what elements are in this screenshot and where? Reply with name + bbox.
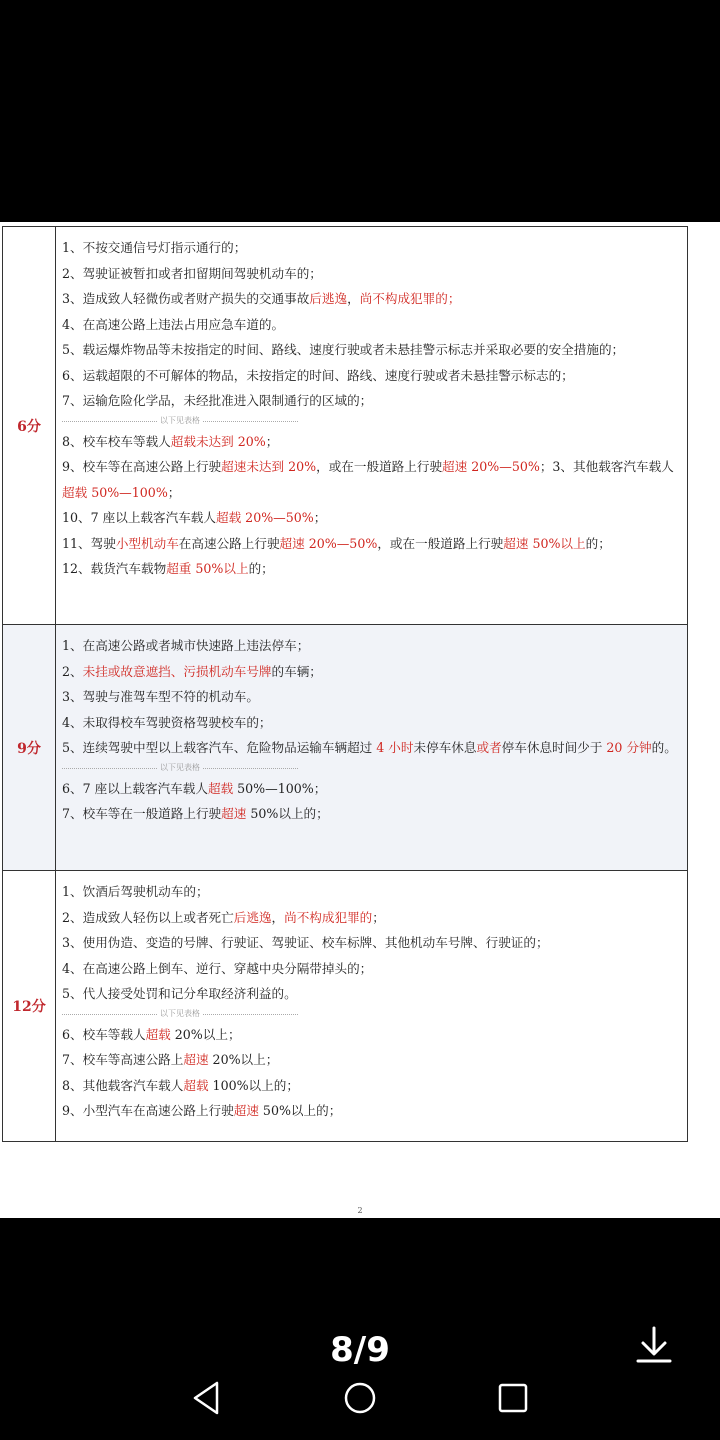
highlight-text: 小型机动车: [115, 535, 179, 551]
rule-text: 10、7 座以上载客汽车载人: [62, 510, 216, 525]
rules-cell: [56, 625, 687, 870]
document-page: [0, 222, 720, 1218]
rule-text: 1、饮酒后驾驶机动车的；: [62, 884, 209, 899]
rule-text: ，或在一般道路上行驶: [316, 459, 443, 474]
rule-text: 7、校车等在一般道路上行驶: [62, 806, 222, 821]
rule-text: 2、: [62, 663, 83, 679]
rule-text: 20%以上；: [170, 1026, 241, 1042]
highlight-text: 超速: [221, 806, 247, 821]
rule-text: 12、载货汽车载物: [62, 561, 167, 576]
rule-item: [62, 556, 683, 582]
table-separator: [62, 761, 683, 776]
rule-text: 11、驾驶: [62, 535, 116, 551]
rule-item: [62, 261, 683, 287]
rule-text: 50%以上的；: [246, 806, 329, 821]
table-separator: [62, 1007, 683, 1022]
rule-text: 4、未取得校车驾驶资格驾驶校车的；: [62, 714, 272, 730]
rule-text: ；: [313, 510, 327, 525]
rule-text: 的；: [585, 535, 611, 551]
rule-text: ；3、其他载客汽车载人: [539, 459, 674, 474]
rule-text: ；: [265, 433, 279, 449]
highlight-text: 超载: [183, 1077, 209, 1093]
highlight-text: 超速: [233, 1103, 259, 1118]
points-cell: 9分: [3, 625, 56, 870]
rule-item: [62, 505, 683, 531]
highlight-text: 或者: [476, 740, 502, 755]
highlight-text: 超载: [145, 1026, 171, 1042]
rule-item: [62, 286, 683, 312]
rule-text: 停车休息时间少于: [501, 740, 607, 755]
rules-cell: [56, 227, 687, 624]
rule-text: 3、驾驶与准驾车型不符的机动车。: [62, 689, 259, 704]
rule-text: 5、连续驾驶中型以上载客汽车、危险物品运输车辆超过: [62, 740, 377, 755]
rule-item: [62, 337, 683, 363]
rule-text: 7、运输危险化学品，未经批准进入限制通行的区域的；: [62, 393, 373, 408]
rule-text: 50%以上的；: [258, 1103, 342, 1118]
rule-text: ；: [167, 484, 181, 500]
rule-text: 7、校车等高速公路上: [62, 1052, 184, 1067]
rule-item: [62, 1047, 683, 1073]
rule-text: 8、校车校车等载人: [62, 433, 171, 449]
section-row-9: [3, 625, 687, 871]
rule-text: ，或在一般道路上行驶: [377, 535, 504, 551]
rule-item: [62, 388, 683, 414]
highlight-text: 超载 20%—50%: [215, 510, 314, 525]
penalty-table: [2, 226, 688, 1142]
rule-item: [62, 956, 683, 982]
rule-text: 6、校车等载人: [62, 1026, 146, 1042]
rule-item: [62, 429, 683, 455]
rule-text: 4、在高速公路上违法占用应急车道的。: [62, 316, 285, 332]
rule-text: 的；: [248, 561, 274, 576]
section-row-6: [3, 227, 687, 625]
rule-text: 未停车休息: [413, 740, 477, 755]
rule-item: [62, 684, 683, 710]
rule-text: 5、代人接受处罚和记分牟取经济利益的。: [62, 986, 297, 1001]
highlight-text: 超速 20%—50%: [279, 535, 378, 551]
highlight-text: 超速未达到 20%: [221, 459, 317, 474]
highlight-text: 超载未达到 20%: [170, 433, 266, 449]
rule-text: 2、驾驶证被暂扣或者扣留期间驾驶机动车的；: [62, 265, 322, 281]
rule-text: ；: [372, 909, 385, 925]
rule-item: [62, 633, 683, 659]
rule-item: [62, 363, 683, 389]
rule-item: [62, 776, 683, 802]
rule-text: 6、7 座以上载客汽车载人: [62, 780, 208, 796]
rule-item: [62, 531, 683, 557]
rule-text: 3、使用伪造、变造的号牌、行驶证、驾驶证、校车标牌、其他机动车号牌、行驶证的；: [62, 935, 549, 950]
rule-item: [62, 710, 683, 736]
rule-text: 2、造成致人轻伤以上或者死亡: [62, 909, 234, 925]
highlight-text: 后逃逸: [233, 909, 272, 925]
separator-label: 以下见表格: [160, 416, 200, 426]
page-number: 2: [357, 1206, 363, 1215]
rule-item: [62, 930, 683, 956]
home-icon[interactable]: [342, 1378, 378, 1418]
rule-text: 1、在高速公路或者城市快速路上违法停车；: [62, 638, 310, 653]
highlight-text: 20 分钟: [606, 740, 652, 755]
rule-item: [62, 454, 683, 505]
rule-text: 的。: [651, 740, 677, 755]
rule-text: 4、在高速公路上倒车、逆行、穿越中央分隔带掉头的；: [62, 960, 373, 976]
rule-item: [62, 235, 683, 261]
highlight-text: 超载 50%—100%: [62, 484, 168, 500]
rules-cell: [56, 871, 687, 1141]
download-icon[interactable]: [635, 1325, 673, 1365]
rule-item: [62, 981, 683, 1007]
rule-text: 20%以上；: [208, 1052, 279, 1067]
rule-text: ，: [347, 291, 360, 306]
section-row-12: [3, 871, 687, 1141]
table-separator: [62, 414, 683, 429]
highlight-text: 超速: [183, 1052, 209, 1067]
rule-item: [62, 1073, 683, 1099]
rule-text: 1、不按交通信号灯指示通行的；: [62, 240, 247, 255]
rule-text: 的车辆；: [271, 663, 322, 679]
separator-label: 以下见表格: [160, 1009, 200, 1019]
back-icon[interactable]: [190, 1378, 222, 1418]
points-cell: 6分: [3, 227, 56, 624]
highlight-text: 超载: [207, 780, 234, 796]
rule-item: [62, 735, 683, 761]
highlight-text: 后逃逸: [309, 291, 348, 306]
highlight-text: 尚不构成犯罪的；: [359, 291, 461, 306]
points-cell: 12分: [3, 871, 56, 1141]
rule-item: [62, 312, 683, 338]
highlight-text: 未挂或故意遮挡、污损机动车号牌: [82, 663, 272, 679]
rule-item: [62, 659, 683, 685]
rule-text: 9、校车等在高速公路上行驶: [62, 459, 222, 474]
rule-text: 8、其他载客汽车载人: [62, 1077, 184, 1093]
rule-item: [62, 905, 683, 931]
rule-text: 3、造成致人轻微伤或者财产损失的交通事故: [62, 291, 310, 306]
rule-item: [62, 1022, 683, 1048]
highlight-text: 超速 50%以上: [503, 535, 586, 551]
rule-text: 100%以上的；: [208, 1077, 299, 1093]
separator-label: 以下见表格: [160, 763, 200, 773]
rule-text: 9、小型汽车在高速公路上行驶: [62, 1103, 234, 1118]
recents-icon[interactable]: [496, 1378, 530, 1418]
highlight-text: 超重 50%以上: [166, 561, 249, 576]
highlight-text: 4 小时: [376, 740, 414, 755]
rule-text: 6、运载超限的不可解体的物品，未按指定的时间、路线、速度行驶或者未悬挂警示标志的；: [62, 367, 574, 383]
rule-item: [62, 1098, 683, 1124]
highlight-text: 尚不构成犯罪的: [284, 909, 373, 925]
highlight-text: 超速 20%—50%: [442, 459, 540, 474]
page-counter: 8/9: [330, 1330, 390, 1370]
rule-text: 在高速公路上行驶: [178, 535, 280, 551]
rule-text: 5、载运爆炸物品等未按指定的时间、路线、速度行驶或者未悬挂警示标志并采取必要的安全措施的；: [62, 342, 625, 357]
rule-text: 50%—100%；: [233, 780, 327, 796]
rule-item: [62, 879, 683, 905]
rule-item: [62, 801, 683, 827]
rule-text: ，: [271, 909, 285, 925]
